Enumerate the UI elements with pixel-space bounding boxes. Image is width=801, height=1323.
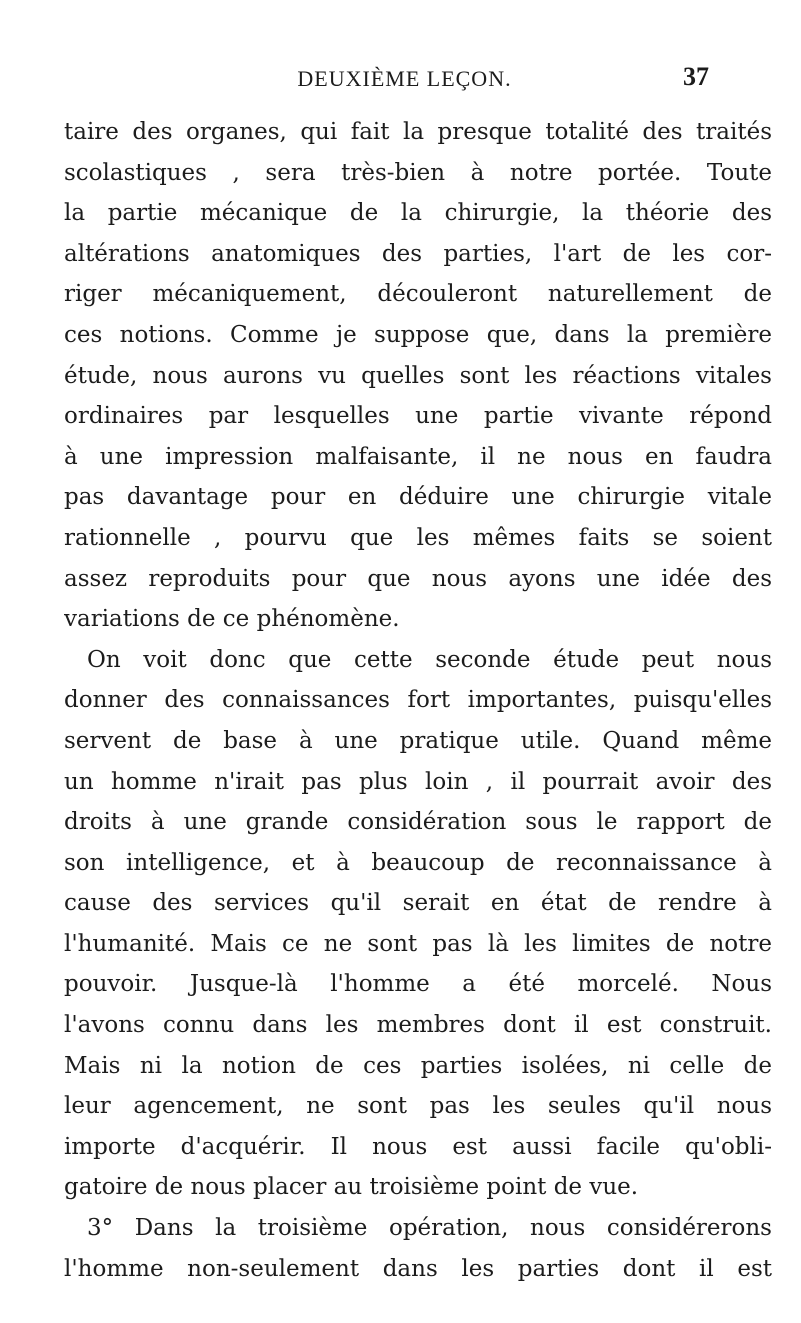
- text-line: leur agencement, ne sont pas les seules qu'il nous: [64, 1093, 772, 1120]
- text-line: son intelligence, et à beaucoup de reconnaissance à: [64, 849, 772, 876]
- text-line: riger mécaniquement, découleront naturellement de: [64, 281, 772, 308]
- text-line: rationnelle , pourvu que les mêmes faits se soient: [64, 524, 772, 551]
- text-line: gatoire de nous placer au troisième point de vue.: [64, 1174, 639, 1201]
- text-line: assez reproduits pour que nous ayons une idée des: [64, 565, 772, 592]
- text-line: On voit donc que cette seconde étude peut nous: [87, 646, 772, 673]
- text-line: pouvoir. Jusque-là l'homme a été morcelé. Nous: [64, 971, 772, 998]
- text-line: 3° Dans la troisième opération, nous considérerons: [87, 1215, 772, 1242]
- text-line: l'humanité. Mais ce ne sont pas là les limites de notre: [64, 930, 772, 957]
- text-line: ordinaires par lesquelles une partie vivante répond: [64, 403, 772, 430]
- running-head: [100, 62, 709, 96]
- text-line: scolastiques , sera très-bien à notre portée. Toute: [64, 159, 772, 186]
- running-title: DEUXIÈME LEÇON.: [297, 66, 512, 91]
- page-number: 37: [683, 62, 709, 91]
- body-text: [64, 112, 772, 1289]
- text-line: l'avons connu dans les membres dont il est construit.: [64, 1012, 772, 1039]
- text-line: altérations anatomiques des parties, l'art de les cor-: [64, 240, 772, 267]
- text-line: l'homme non-seulement dans les parties dont il est: [64, 1255, 772, 1282]
- text-line: ces notions. Comme je suppose que, dans la première: [64, 321, 772, 348]
- text-line: la partie mécanique de la chirurgie, la théorie des: [64, 200, 772, 227]
- text-line: pas davantage pour en déduire une chirurgie vitale: [64, 484, 772, 511]
- text-line: servent de base à une pratique utile. Quand même: [64, 727, 772, 754]
- text-line: étude, nous aurons vu quelles sont les réactions vitales: [64, 362, 772, 389]
- text-line: à une impression malfaisante, il ne nous en faudra: [64, 443, 772, 470]
- text-line: variations de ce phénomène.: [64, 606, 400, 633]
- text-line: droits à une grande considération sous le rapport de: [64, 809, 772, 836]
- text-line: importe d'acquérir. Il nous est aussi facile qu'obli-: [64, 1133, 772, 1160]
- text-line: cause des services qu'il serait en état de rendre à: [64, 890, 772, 917]
- text-line: Mais ni la notion de ces parties isolées, ni celle de: [64, 1052, 772, 1079]
- text-line: un homme n'irait pas plus loin , il pourrait avoir des: [64, 768, 772, 795]
- text-line: donner des connaissances fort importantes, puisqu'elles: [64, 687, 772, 714]
- text-line: taire des organes, qui fait la presque totalité des traités: [64, 119, 772, 145]
